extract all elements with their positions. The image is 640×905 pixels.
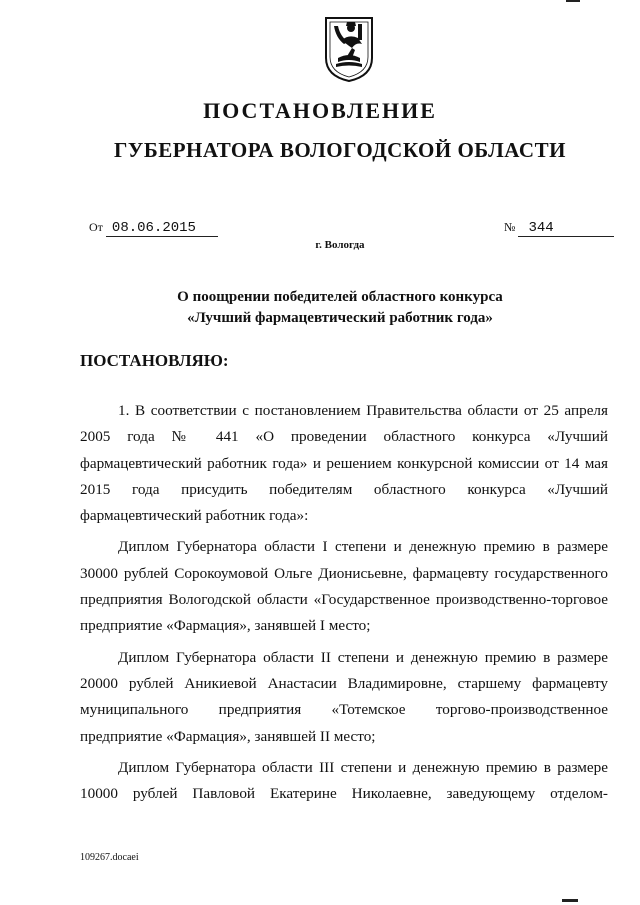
subject-line-1: О поощрении победителей областного конкурса (177, 289, 503, 305)
body-paragraph: 1. В соответствии с постановлением Правительства области от 25 апреля 2005 года № 441 «О проведении областного конкурса «Лучший фармацевтический работник года» и решением конкурсной комиссии от 14 мая 2015 года присудить победителям областного конкурса «Лучший фармацевтический работник года»: (80, 402, 608, 525)
date-prefix: От (89, 220, 103, 234)
body-paragraph: Диплом Губернатора области I степени и денежную премию в размере 30000 рублей Сорокоумовой Ольге Дионисьевне, фармацевту государственного предприятия Вологодской области «Государственное производственно-торговое предприятие «Фармация», занявшей I место; (80, 538, 608, 635)
decree-word: ПОСТАНОВЛЯЮ: (80, 351, 229, 370)
scan-mark-bottom (562, 899, 578, 902)
document-title: ПОСТАНОВЛЕНИЕ (203, 98, 437, 123)
document-subtitle: ГУБЕРНАТОРА ВОЛОГОДСКОЙ ОБЛАСТИ (114, 138, 566, 162)
city-label: г. Вологда (315, 239, 365, 251)
number-line (504, 220, 614, 237)
date-line (89, 220, 218, 237)
subject-line-2: «Лучший фармацевтический работник года» (187, 310, 493, 326)
number-value: 344 (518, 220, 614, 237)
body-paragraph: Диплом Губернатора области III степени и денежную премию в размере 10000 рублей Павловой Екатерине Николаевне, заведующему отделом- (80, 758, 608, 803)
scan-mark-top (566, 0, 580, 2)
number-prefix: № (504, 220, 516, 234)
document-body (80, 398, 608, 812)
file-code: 109267.docaei (80, 852, 139, 863)
coat-of-arms-icon (322, 14, 376, 84)
body-paragraph: Диплом Губернатора области II степени и денежную премию в размере 20000 рублей Аникиевой Анастасии Владимировне, старшему фармацевту муниципального предприятия «Тотемское торгово-производственное предприятие «Фармация», занявшей II место; (80, 648, 608, 745)
date-value: 08.06.2015 (106, 220, 218, 237)
document-subject (0, 287, 640, 329)
